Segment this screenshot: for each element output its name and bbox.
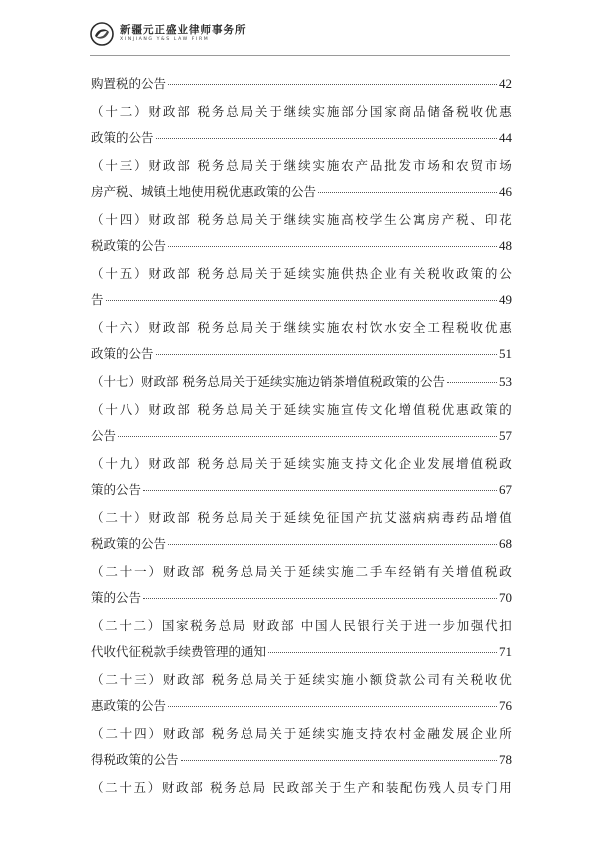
toc-page-number: 57 bbox=[499, 428, 512, 443]
toc-entry[interactable] bbox=[91, 451, 512, 503]
toc-entry-text: （十四）财政部 税务总局关于继续实施高校学生公寓房产税、印花 bbox=[91, 212, 512, 227]
toc-entry[interactable] bbox=[91, 559, 512, 611]
toc-page-number: 76 bbox=[499, 698, 512, 713]
toc-page-number: 51 bbox=[499, 346, 512, 361]
toc-entry-line bbox=[91, 125, 512, 151]
dot-leader bbox=[447, 382, 497, 383]
toc-entry[interactable] bbox=[91, 505, 512, 557]
toc-entry-text: 税政策的公告 bbox=[91, 238, 167, 253]
toc-page-number: 42 bbox=[499, 76, 512, 91]
dot-leader bbox=[118, 436, 497, 437]
dot-leader bbox=[106, 300, 497, 301]
toc-entry[interactable] bbox=[91, 261, 512, 313]
toc-entry-line bbox=[91, 423, 512, 449]
dot-leader bbox=[168, 246, 497, 247]
toc-entry-text: （二十二）国家税务总局 财政部 中国人民银行关于进一步加强代扣 bbox=[91, 618, 512, 633]
toc-entry-line bbox=[91, 341, 512, 367]
toc-entry-text: 购置税的公告 bbox=[91, 76, 167, 91]
toc-entry-line bbox=[91, 71, 512, 97]
firm-name-cn: 新疆元正盛业律师事务所 bbox=[120, 24, 247, 37]
toc-entry-line bbox=[91, 639, 512, 665]
toc-entry[interactable] bbox=[91, 397, 512, 449]
toc-entry[interactable] bbox=[91, 207, 512, 259]
toc-entry-text: 税政策的公告 bbox=[91, 536, 167, 551]
toc-entry-text: 代收代征税款手续费管理的通知 bbox=[91, 644, 267, 659]
toc-entry-text: 告 bbox=[91, 292, 104, 307]
toc-entry-text: （十二）财政部 税务总局关于继续实施部分国家商品储备税收优惠 bbox=[91, 104, 512, 119]
header-divider bbox=[90, 55, 510, 56]
toc-entry[interactable] bbox=[91, 71, 512, 97]
dot-leader bbox=[156, 354, 497, 355]
toc-entry-text: （十五）财政部 税务总局关于延续实施供热企业有关税收政策的公 bbox=[91, 266, 512, 281]
toc-entry-text: （二十一）财政部 税务总局关于延续实施二手车经销有关增值税政 bbox=[91, 564, 512, 579]
toc-page-number: 68 bbox=[499, 536, 512, 551]
dot-leader bbox=[268, 652, 497, 653]
toc-entry-text: 政策的公告 bbox=[91, 346, 154, 361]
toc-entry-line bbox=[91, 477, 512, 503]
dot-leader bbox=[143, 490, 497, 491]
toc-entry-text: （十六）财政部 税务总局关于继续实施农村饮水安全工程税收优惠 bbox=[91, 320, 512, 335]
toc-entry-line bbox=[91, 747, 512, 773]
toc-entry[interactable] bbox=[91, 775, 512, 801]
toc-entry-text: （二十三）财政部 税务总局关于延续实施小额贷款公司有关税收优 bbox=[91, 672, 512, 687]
toc-entry[interactable] bbox=[91, 99, 512, 151]
toc-entry-line bbox=[91, 693, 512, 719]
toc-entry-line bbox=[91, 233, 512, 259]
dot-leader bbox=[168, 544, 497, 545]
toc-entry-text: （十九）财政部 税务总局关于延续实施支持文化企业发展增值税政 bbox=[91, 456, 512, 471]
toc-page-number: 78 bbox=[499, 752, 512, 767]
toc-entry[interactable] bbox=[91, 613, 512, 665]
toc-entry-text: （十三）财政部 税务总局关于继续实施农产品批发市场和农贸市场 bbox=[91, 158, 512, 173]
toc-entry-line bbox=[91, 287, 512, 313]
toc-page-number: 53 bbox=[499, 374, 512, 389]
dot-leader bbox=[181, 760, 497, 761]
toc-entry-line bbox=[91, 531, 512, 557]
toc-entry-text: （二十）财政部 税务总局关于延续免征国产抗艾滋病病毒药品增值 bbox=[91, 510, 512, 525]
toc-entry-text: （十八）财政部 税务总局关于延续实施宣传文化增值税优惠政策的 bbox=[91, 402, 512, 417]
toc-entry-line bbox=[91, 369, 512, 395]
dot-leader bbox=[318, 192, 497, 193]
dot-leader bbox=[156, 138, 497, 139]
toc-entry[interactable] bbox=[91, 369, 512, 395]
dot-leader bbox=[168, 706, 497, 707]
dot-leader bbox=[143, 598, 497, 599]
page-header bbox=[90, 18, 247, 50]
toc-entry[interactable] bbox=[91, 667, 512, 719]
dot-leader bbox=[168, 84, 497, 85]
toc-entry[interactable] bbox=[91, 315, 512, 367]
toc-page-number: 71 bbox=[499, 644, 512, 659]
toc-page-number: 48 bbox=[499, 238, 512, 253]
toc-entry-text: （十七）财政部 税务总局关于延续实施边销茶增值税政策的公告 bbox=[91, 374, 445, 389]
toc-entry[interactable] bbox=[91, 153, 512, 205]
toc-entry-line bbox=[91, 585, 512, 611]
toc-entry-text: 策的公告 bbox=[91, 482, 142, 497]
toc-entry[interactable] bbox=[91, 721, 512, 773]
toc-entry-text: 政策的公告 bbox=[91, 130, 154, 145]
toc-page-number: 44 bbox=[499, 130, 512, 145]
table-of-contents bbox=[91, 71, 512, 803]
toc-entry-text: 房产税、城镇土地使用税优惠政策的公告 bbox=[91, 184, 317, 199]
firm-logo-icon bbox=[90, 22, 114, 46]
toc-entry-line bbox=[91, 179, 512, 205]
firm-name-en: XINJIANG Y&S LAW FIRM bbox=[120, 36, 210, 42]
toc-page-number: 70 bbox=[499, 590, 512, 605]
toc-entry-text: （二十四）财政部 税务总局关于延续实施支持农村金融发展企业所 bbox=[91, 726, 512, 741]
toc-entry-text: 惠政策的公告 bbox=[91, 698, 167, 713]
toc-entry-text: （二十五）财政部 税务总局 民政部关于生产和装配伤残人员专门用 bbox=[91, 780, 512, 795]
toc-page-number: 49 bbox=[499, 292, 512, 307]
firm-name bbox=[120, 25, 247, 42]
toc-entry-text: 得税政策的公告 bbox=[91, 752, 179, 767]
toc-page-number: 67 bbox=[499, 482, 512, 497]
toc-entry-text: 策的公告 bbox=[91, 590, 142, 605]
toc-page-number: 46 bbox=[499, 184, 512, 199]
toc-entry-text: 公告 bbox=[91, 428, 117, 443]
